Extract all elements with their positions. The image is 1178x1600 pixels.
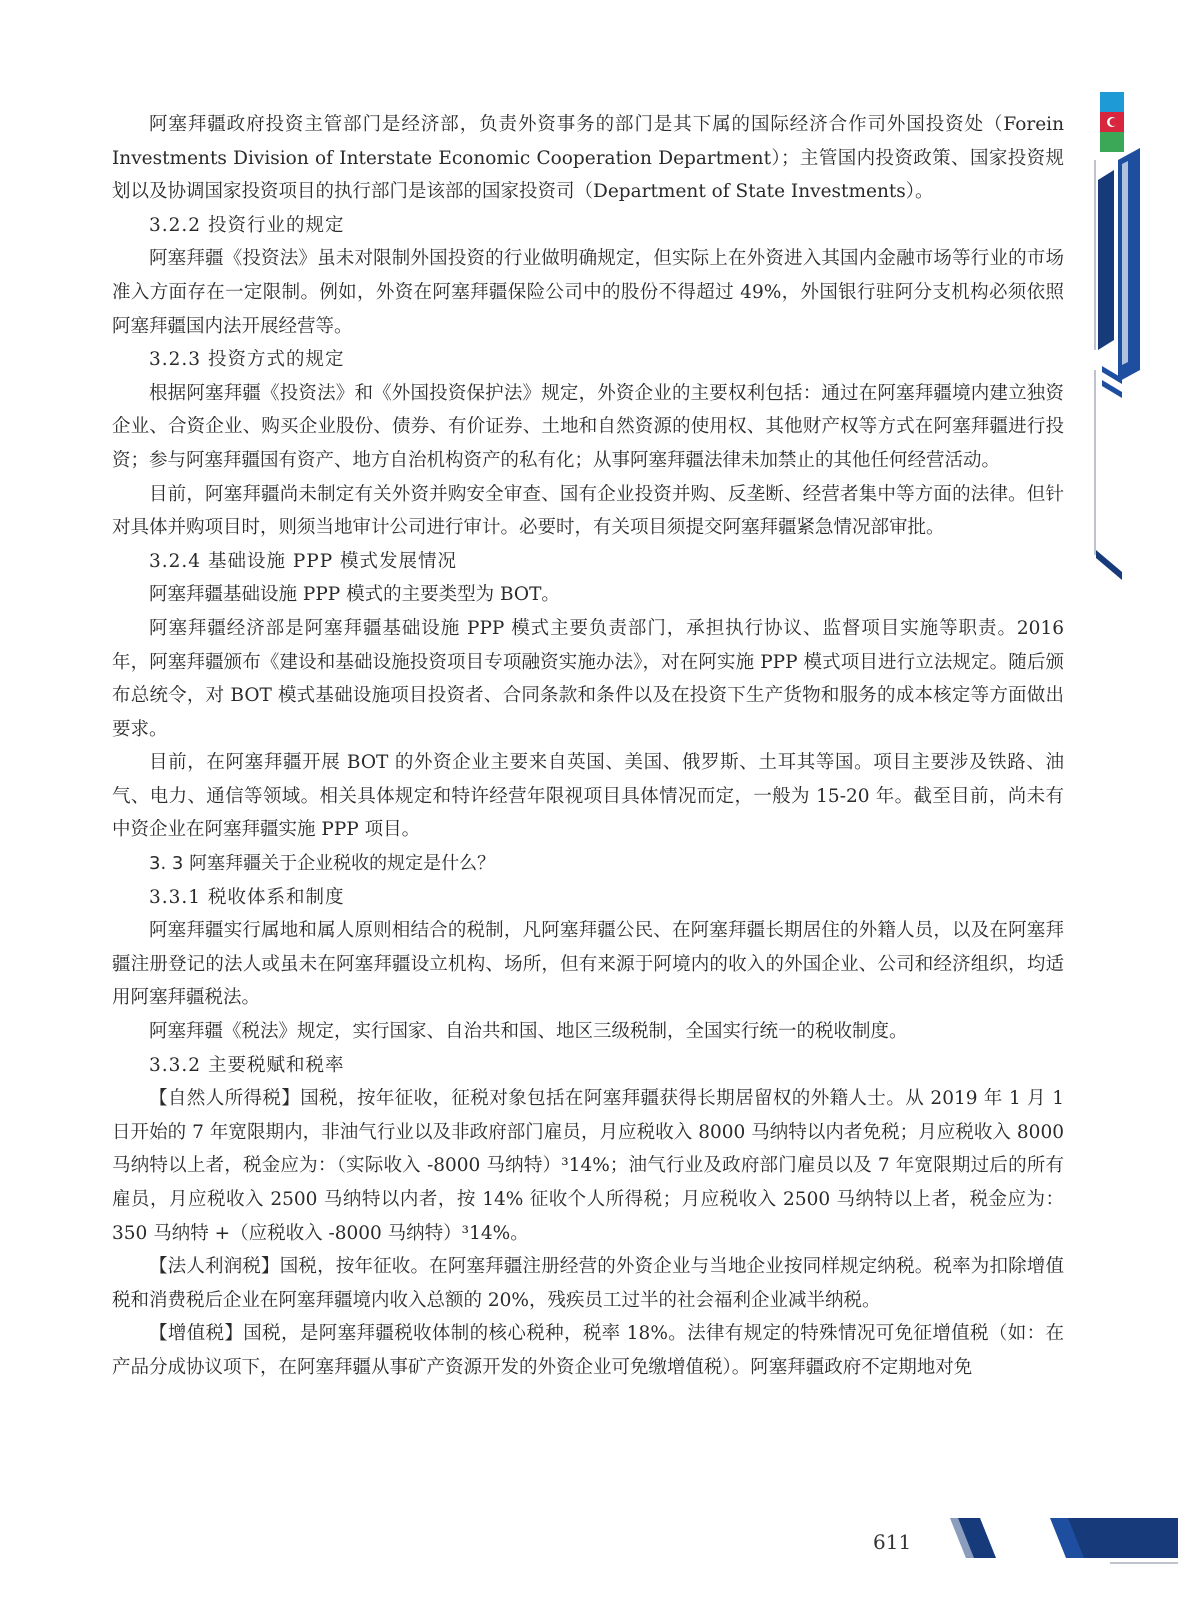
chapter-subheading: 3. 3 阿塞拜疆关于企业税收的规定是什么？ <box>149 853 496 875</box>
section-heading: 3.3.1 税收体系和制度 <box>149 886 345 908</box>
page-number: 611 <box>873 1530 912 1554</box>
side-decoration <box>1088 80 1178 620</box>
paragraph: 阿塞拜疆实行属地和属人原则相结合的税制，凡阿塞拜疆公民、在阿塞拜疆长期居住的外籍人员，以及在阿塞拜疆注册登记的法人或虽未在阿塞拜疆设立机构、场所，但有来源于阿境内的收入的外国企业、公司和经济组织，均适用阿塞拜疆税法。 <box>112 920 1064 1009</box>
paragraph: 阿塞拜疆《税法》规定，实行国家、自治共和国、地区三级税制，全国实行统一的税收制度。 <box>149 1021 908 1043</box>
paragraph: 根据阿塞拜疆《投资法》和《外国投资保护法》规定，外资企业的主要权利包括：通过在阿塞拜疆境内建立独资企业、合资企业、购买企业股份、债券、有价证券、土地和自然资源的使用权、其他财产权等方式在阿塞拜疆进行投资；参与阿塞拜疆国有资产、地方自治机构资产的私有化；从事阿塞拜疆法律未加禁止的其他任何经营活动。 <box>112 382 1064 471</box>
paragraph: 目前，在阿塞拜疆开展 BOT 的外资企业主要来自英国、美国、俄罗斯、土耳其等国。项目主要涉及铁路、油气、电力、通信等领域。相关具体规定和特许经营年限视项目具体情况而定，一般为 15-20 年。截至目前，尚未有中资企业在阿塞拜疆实施 PPP 项目。 <box>112 752 1064 841</box>
section-heading: 3.2.2 投资行业的规定 <box>149 214 345 236</box>
azerbaijan-flag-icon <box>1100 92 1124 152</box>
paragraph: 目前，阿塞拜疆尚未制定有关外资并购安全审查、国有企业投资并购、反垄断、经营者集中等方面的法律。但针对具体并购项目时，则须当地审计公司进行审计。必要时，有关项目须提交阿塞拜疆紧急情况部审批。 <box>112 483 1064 539</box>
paragraph: 阿塞拜疆政府投资主管部门是经济部，负责外资事务的部门是其下属的国际经济合作司外国投资处（Forein Investments Division of Interstate Economic Cooperation Department）；主管国内投资政策、国家投资规划以及协调国家投资项目的执行部门是该部的国家投资司（Department of State Investments）。 <box>112 114 1064 203</box>
section-heading: 3.3.2 主要税赋和税率 <box>149 1054 345 1076</box>
document-body <box>112 108 1064 1385</box>
paragraph: 阿塞拜疆经济部是阿塞拜疆基础设施 PPP 模式主要负责部门，承担执行协议、监督项目实施等职责。2016 年，阿塞拜疆颁布《建设和基础设施投资项目专项融资实施办法》，对在阿实施 PPP 模式项目进行立法规定。随后颁布总统令，对 BOT 模式基础设施项目投资者、合同条款和条件以及在投资下生产货物和服务的成本核定等方面做出要求。 <box>112 617 1064 740</box>
paragraph: 【法人利润税】国税，按年征收。在阿塞拜疆注册经营的外资企业与当地企业按同样规定纳税。税率为扣除增值税和消费税后企业在阿塞拜疆境内收入总额的 20%，残疾员工过半的社会福利企业减半纳税。 <box>112 1256 1064 1311</box>
section-heading: 3.2.3 投资方式的规定 <box>149 349 345 371</box>
paragraph: 阿塞拜疆《投资法》虽未对限制外国投资的行业做明确规定，但实际上在外资进入其国内金融市场等行业的市场准入方面存在一定限制。例如，外资在阿塞拜疆保险公司中的股份不得超过 49%，外国银行驻阿分支机构必须依照阿塞拜疆国内法开展经营等。 <box>112 248 1064 337</box>
paragraph: 阿塞拜疆基础设施 PPP 模式的主要类型为 BOT。 <box>149 584 560 606</box>
paragraph: 【自然人所得税】国税，按年征收，征税对象包括在阿塞拜疆获得长期居留权的外籍人士。从 2019 年 1 月 1 日开始的 7 年宽限期内，非油气行业以及非政府部门雇员，月应税收入 8000 马纳特以内者免税；月应税收入 8000 马纳特以上者，税金应为：（实际收入 -8000 马纳特）³14%；油气行业及政府部门雇员以及 7 年宽限期过后的所有雇员，月应税收入 2500 马纳特以内者，按 14% 征收个人所得税；月应税收入 2500 马纳特以上者，税金应为：350 马纳特 +（应税收入 -8000 马纳特）³14%。 <box>112 1088 1064 1244</box>
paragraph: 【增值税】国税，是阿塞拜疆税收体制的核心税种，税率 18%。法律有规定的特殊情况可免征增值税（如：在产品分成协议项下，在阿塞拜疆从事矿产资源开发的外资企业可免缴增值税）。阿塞拜疆政府不定期地对免 <box>112 1323 1064 1378</box>
section-heading: 3.2.4 基础设施 PPP 模式发展情况 <box>149 550 458 572</box>
footer-decoration <box>950 1518 1178 1600</box>
